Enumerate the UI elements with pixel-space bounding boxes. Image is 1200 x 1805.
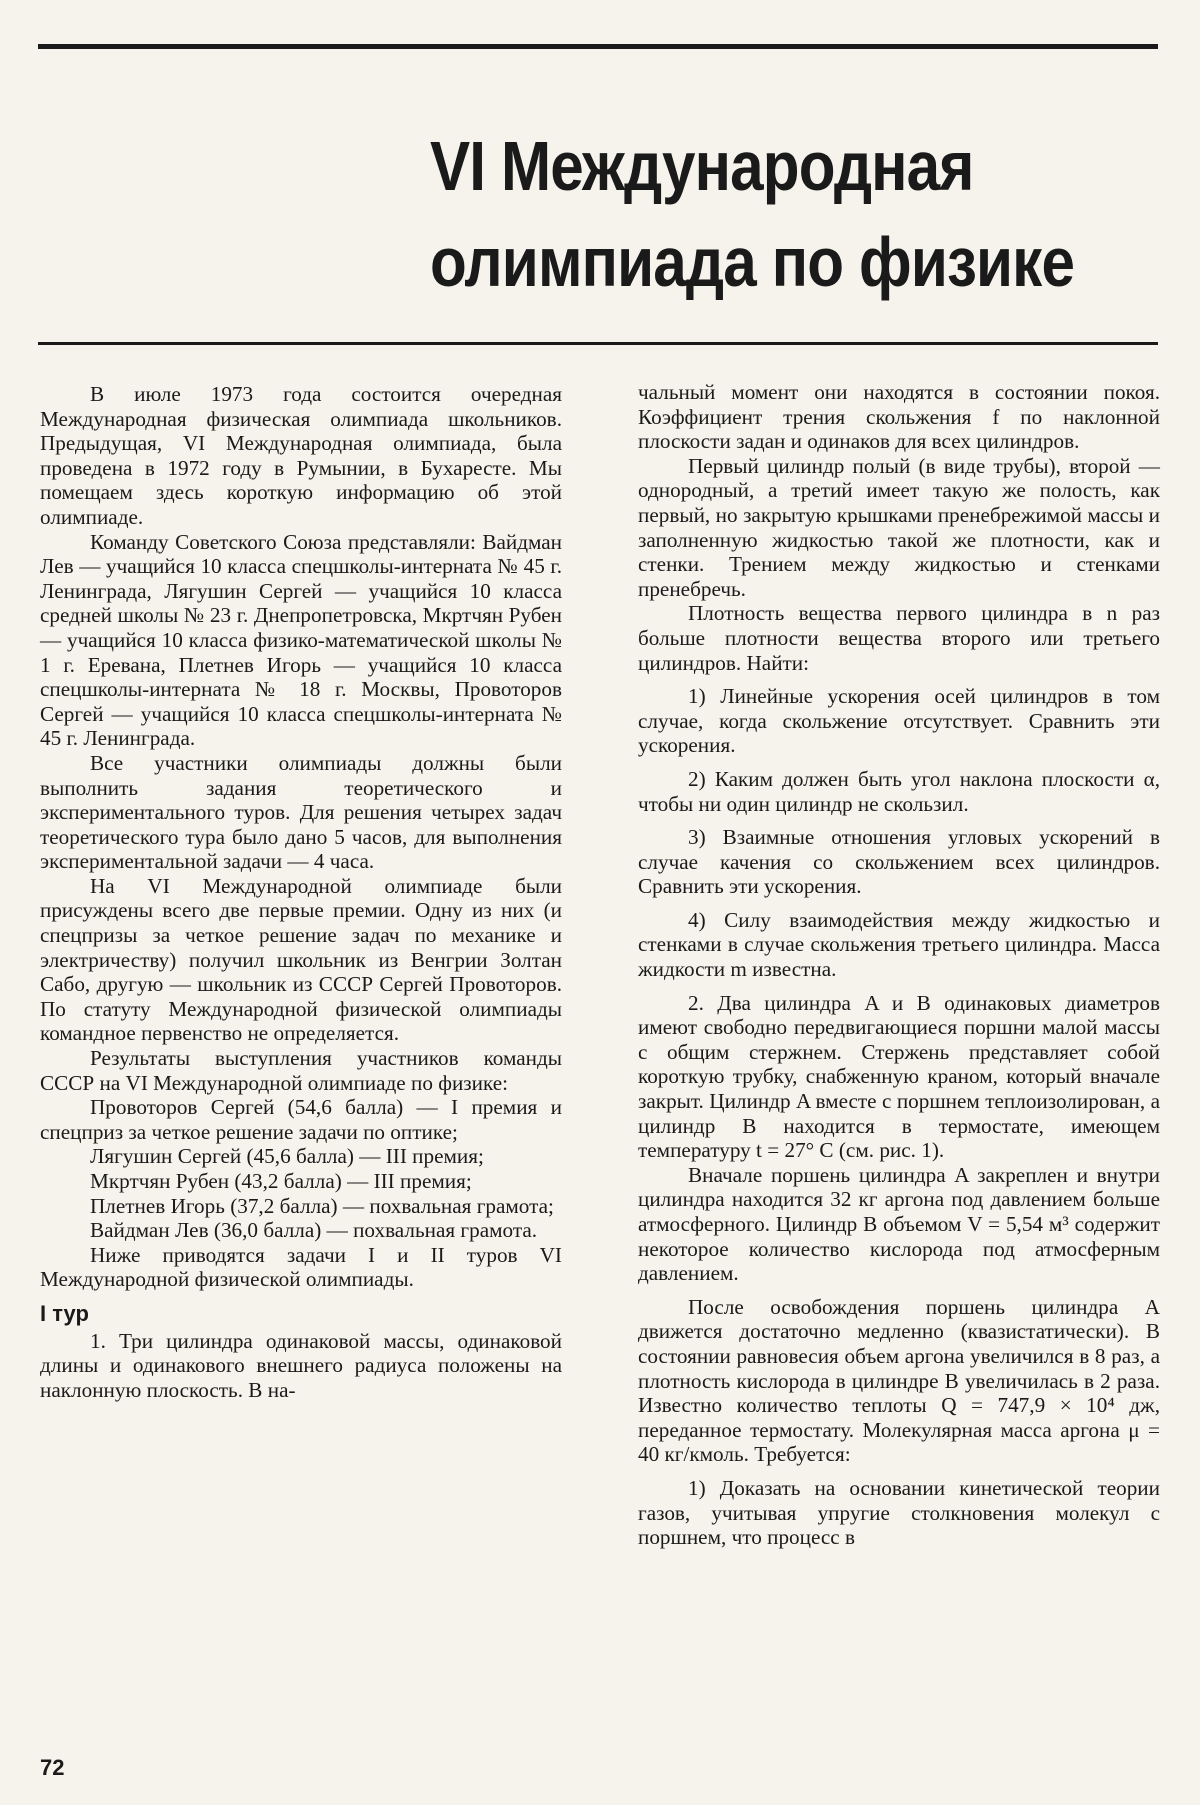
problem-2: 2. Два цилиндра A и B одинаковых диаметров имеют свободно передвигающиеся поршни малой массы с общим стержнем. Стержень представляет собой короткую трубку, снабженную краном, который вначале закрыт. Цилиндр A вместе с поршнем теплоизолирован, а цилиндр B находится в термостате, имеющем температуру t = 27° C (см. рис. 1). bbox=[638, 990, 1160, 1163]
result-line: Лягушин Сергей (45,6 балла) — III премия; bbox=[90, 1144, 484, 1169]
question-item: 4) Силу взаимодействия между жидкостью и стенками в случае скольжения третьего цилиндра. Масса жидкости m известна. bbox=[638, 907, 1160, 982]
result-line: Провоторов Сергей (54,6 балла) — I премия и спецприз за четкое решение задачи по оптике; bbox=[40, 1095, 562, 1144]
question-item: 1) Доказать на основании кинетической теории газов, учитывая упругие столкновения молекул с поршнем, что процесс в bbox=[638, 1475, 1160, 1550]
paragraph: Вначале поршень цилиндра A закреплен и внутри цилиндра находится 32 кг аргона под давлением больше атмосферного. Цилиндр B объемом V = 5,54 м³ содержит некоторое количество кислорода под атмосферным давлением. bbox=[638, 1162, 1160, 1286]
section-heading: I тур bbox=[40, 1300, 89, 1326]
question-item: 2) Каким должен быть угол наклона плоскости α, чтобы ни один цилиндр не скользил. bbox=[638, 766, 1160, 816]
paragraph: Ниже приводятся задачи I и II туров VI Международной физической олимпиады. bbox=[40, 1242, 562, 1292]
result-line: Мкртчян Рубен (43,2 балла) — III премия; bbox=[90, 1169, 472, 1193]
title-line-1: VI Международная bbox=[430, 127, 974, 205]
title-rule bbox=[38, 342, 1158, 345]
paragraph: На VI Международной олимпиаде были присуждены всего две первые премии. Одну из них (и спецпризы за четкое решение задач по механике и электричеству) получил школьник из Венгрии Золтан Сабо, другую — школьник из СССР Сергей Провоторов. По статуту Международной физической олимпиады командное первенство не определяется. bbox=[40, 873, 562, 1046]
result-line: Вайдман Лев (36,0 балла) — похвальная грамота. bbox=[90, 1218, 538, 1243]
page-number: 72 bbox=[40, 1755, 65, 1780]
problem-1-start: 1. Три цилиндра одинаковой массы, одинаковой длины и одинакового внешнего радиуса положены на наклонную плоскость. В на- bbox=[40, 1328, 562, 1402]
left-column bbox=[40, 382, 562, 1402]
paragraph: Все участники олимпиады должны были выполнить задания теоретического и экспериментального туров. Для решения четырех задач теоретического тура было дано 5 часов, для выполнения экспериментальной задачи — 4 часа. bbox=[40, 750, 562, 874]
right-column bbox=[638, 380, 1160, 1550]
paragraph: Плотность вещества первого цилиндра в n раз больше плотности вещества второго или третьего цилиндров. Найти: bbox=[638, 601, 1160, 675]
title-line-2: олимпиада по физике bbox=[430, 223, 1075, 301]
result-line: Плетнев Игорь (37,2 балла) — похвальная грамота; bbox=[90, 1193, 554, 1218]
top-rule bbox=[38, 44, 1158, 49]
paragraph: После освобождения поршень цилиндра A движется достаточно медленно (квазистатически). В состоянии равновесия объем аргона увеличился в 8 раз, а плотность кислорода в цилиндре B увеличилась в 2 раза. Известно количество теплоты Q = 747,9 × 10⁴ дж, переданное термостату. Молекулярная масса аргона μ = 40 кг/кмоль. Требуется: bbox=[638, 1294, 1160, 1467]
article-title bbox=[430, 118, 1075, 310]
paragraph: В июле 1973 года состоится очередная Международная физическая олимпиада школьников. Предыдущая, VI Международная олимпиада, была проведена в 1972 году в Румынии, в Бухаресте. Мы помещаем здесь короткую информацию об этой олимпиаде. bbox=[40, 382, 562, 529]
paragraph: чальный момент они находятся в состоянии покоя. Коэффициент трения скольжения f по наклонной плоскости задан и одинаков для всех цилиндров. bbox=[638, 380, 1160, 454]
paragraph: Результаты выступления участников команды СССР на VI Международной олимпиаде по физике: bbox=[40, 1046, 562, 1095]
question-item: 3) Взаимные отношения угловых ускорений в случае качения со скольжением всех цилиндров. Сравнить эти ускорения. bbox=[638, 825, 1160, 899]
question-item: 1) Линейные ускорения осей цилиндров в том случае, когда скольжение отсутствует. Сравнить эти ускорения. bbox=[638, 684, 1160, 758]
paragraph: Команду Советского Союза представляли: Вайдман Лев — учащийся 10 класса спецшколы-интерната № 45 г. Ленинграда, Лягушин Сергей — учащийся 10 класса средней школы № 23 г. Днепропетровска, Мкртчян Рубен — учащийся 10 класса физико-математической школы № 1 г. Еревана, Плетнев Игорь — учащийся 10 класса спецшколы-интерната № 18 г. Москвы, Провоторов Сергей — учащийся 10 класса спецшколы-интерната № 45 г. Ленинграда. bbox=[40, 529, 562, 751]
paragraph: Первый цилиндр полый (в виде трубы), второй — однородный, а третий имеет такую же полость, как первый, но закрытую крышками пренебрежимой массы и заполненную жидкостью такой же плотности, как и стенки. Трением между жидкостью и стенками пренебречь. bbox=[638, 453, 1160, 601]
